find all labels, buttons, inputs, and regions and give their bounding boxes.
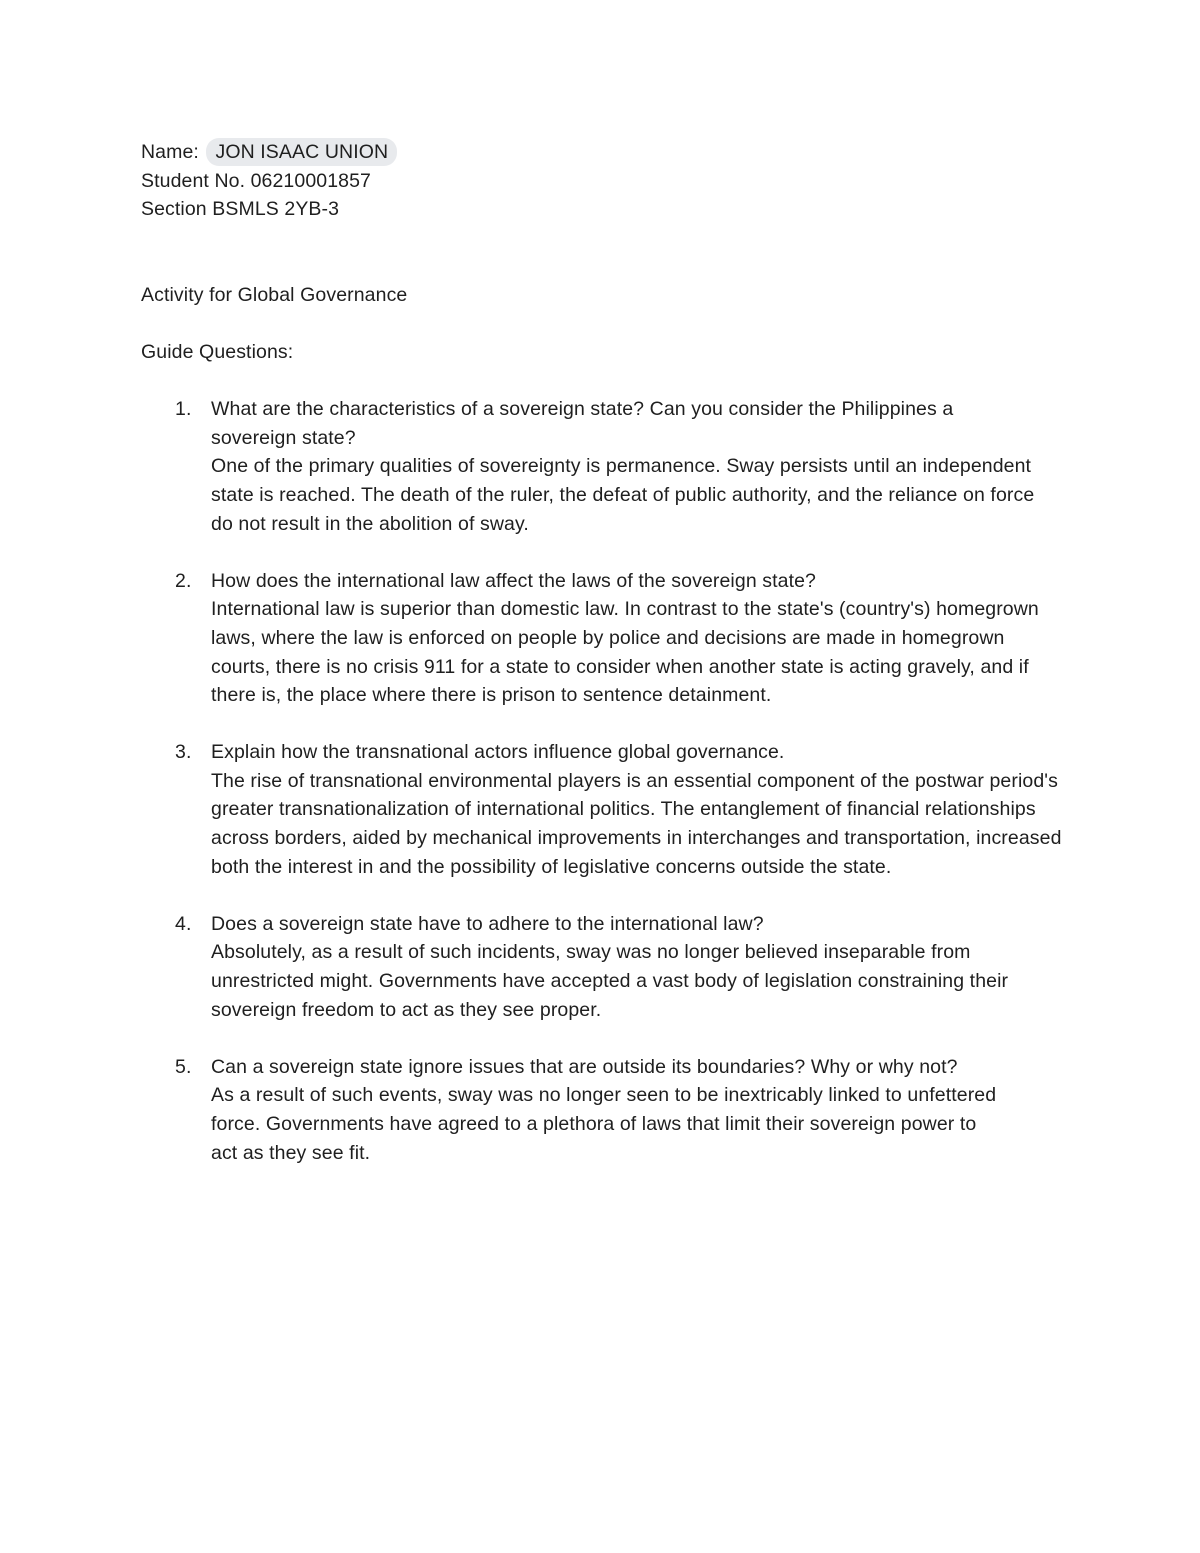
section-line: Section BSMLS 2YB-3 — [141, 198, 340, 221]
question-list — [141, 395, 1081, 1167]
document-page — [141, 138, 1081, 1196]
question-text: What are the characteristics of a sovereign state? Can you consider the Philippines a sovereign state? — [211, 398, 954, 449]
guide-questions-heading: Guide Questions: — [141, 340, 294, 363]
question-item-4 — [141, 910, 1081, 1024]
question-item-1 — [141, 395, 1081, 538]
question-text: Does a sovereign state have to adhere to the international law? — [211, 912, 764, 935]
student-number: Student No. 06210001857 — [141, 169, 371, 192]
answer-text: The rise of transnational environmental players is an essential component of the postwar period's greater transnationalization of international politics. The entanglement of financial relationships across borders, aided by mechanical improvements in interchanges and transportation, increased both the interest in and the possibility of legislative concerns outside the state. — [211, 769, 1062, 878]
question-number: 5. — [175, 1055, 192, 1078]
question-number: 4. — [175, 912, 192, 935]
question-text: Can a sovereign state ignore issues that are outside its boundaries? Why or why not? — [211, 1055, 958, 1078]
answer-text: As a result of such events, sway was no longer seen to be inextricably linked to unfettered force. Governments have agreed to a plethora of laws that limit their sovereign power to act as they see fit. — [211, 1084, 997, 1164]
question-item-5 — [141, 1053, 1081, 1167]
name-label: Name: — [141, 141, 199, 163]
answer-text: International law is superior than domestic law. In contrast to the state's (country's) homegrown laws, where the law is enforced on people by police and decisions are made in homegrown courts, there is no crisis 911 for a state to consider when another state is acting gravely, and if there is, the place where there is prison to sentence detainment. — [211, 598, 1039, 707]
question-item-3 — [141, 738, 1081, 881]
question-number: 2. — [175, 569, 192, 592]
name-line — [141, 138, 1081, 167]
activity-title: Activity for Global Governance — [141, 283, 408, 306]
question-text: How does the international law affect the laws of the sovereign state? — [211, 569, 816, 592]
question-number: 1. — [175, 398, 192, 421]
question-text: Explain how the transnational actors influence global governance. — [211, 741, 785, 764]
name-chip[interactable]: JON ISAAC UNION — [206, 138, 397, 166]
question-number: 3. — [175, 741, 192, 764]
question-item-2 — [141, 567, 1081, 710]
answer-text: One of the primary qualities of sovereignty is permanence. Sway persists until an independent state is reached. The death of the ruler, the defeat of public authority, and the reliance on force do not result in the abolition of sway. — [211, 455, 1035, 535]
answer-text: Absolutely, as a result of such incidents, sway was no longer believed inseparable from unrestricted might. Governments have accepted a vast body of legislation constraining their sovereign freedom to act as they see proper. — [211, 941, 1009, 1021]
